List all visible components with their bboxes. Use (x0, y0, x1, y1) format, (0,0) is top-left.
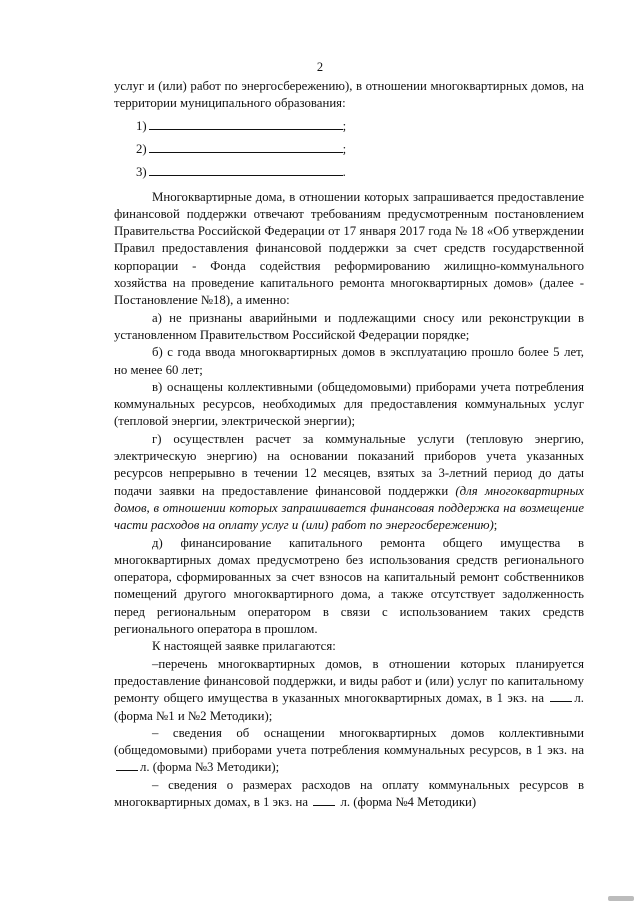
blank-line-2: 2) ; (136, 141, 347, 156)
attachment-3: – сведения о размерах расходов на оплату коммунальных ресурсов в многоквартирных домах, в 1 экз. на л. (форма №4 Методики) (114, 777, 584, 809)
fill-in-line (550, 690, 572, 702)
fill-in-line (116, 759, 138, 771)
paragraph-intro: услуг и (или) работ по энергосбережению), в отношении многоквартирных домов, на территории муниципального образования: (114, 79, 584, 111)
fill-in-line (149, 117, 343, 130)
document-body (114, 78, 584, 811)
item-g: г) осуществлен расчет за коммунальные услуги (тепловую энергию, электрическую энергию) на основании показаний приборов учета указанных ресурсов непрерывно в течении 12 месяцев, взятых за 3-летний период до даты подачи заявки на предоставление финансовой поддержки (для многоквартирных домов, в отношении которых запрашивается финансовая поддержка на возмещение части расходов на оплату услуг и (или) работ по энергосбережению); (114, 431, 584, 533)
item-c: в) оснащены коллективными (общедомовыми) приборами учета потребления коммунальных ресурсов, необходимых для предоставления коммунальных услуг (тепловой энергии, электрической энергии); (114, 379, 584, 429)
item-b: б) с года ввода многоквартирных домов в эксплуатацию прошло более 5 лет, но менее 60 лет; (114, 345, 584, 377)
fill-in-line (149, 140, 343, 153)
blank-list (114, 117, 584, 186)
attachment-1: –перечень многоквартирных домов, в отношении которых планируется предоставление финансовой поддержки, и виды работ и (или) услуг по капитальному ремонту общего имущества в указанных многоквартирных домах, в 1 экз. на л. (форма №1 и №2 Методики); (114, 656, 584, 723)
fill-in-line (313, 794, 335, 806)
item-d: д) финансирование капитального ремонта общего имущества в многоквартирных домах предусмотрено без использования средств регионального оператора, сформированных за счет взносов на капитальный ремонт собственников помещений другого многоквартирного дома, а также отсутствует задолженность перед региональным оператором в связи с использованием таких средств регионального оператора в прошлом. (114, 535, 584, 637)
fill-in-line (149, 163, 343, 176)
item-g-note: (для многоквартирных домов, в отношении которых запрашивается финансовая поддержка на возмещение части расходов на оплату услуг и (или) работ по энергосбережению) (114, 483, 584, 533)
attachment-2: – сведения об оснащении многоквартирных домов коллективными (общедомовыми) приборами учета потребления коммунальных ресурсов, в 1 экз. на л. (форма №3 Методики); (114, 725, 584, 775)
item-a: а) не признаны аварийными и подлежащими сносу или реконструкции в установленном Правительством Российской Федерации порядке; (114, 310, 584, 342)
blank-line-1: 1) ; (136, 118, 347, 133)
blank-line-3: 3) . (136, 164, 346, 179)
attachments-intro: К настоящей заявке прилагаются: (152, 639, 336, 654)
scan-edge-mark (608, 896, 634, 901)
paragraph-requirements: Многоквартирные дома, в отношении которых запрашивается предоставление финансовой поддержки отвечают требованиям предусмотренным постановлением Правительства Российской Федерации от 17 января 2017 года № 18 «Об утверждении Правил предоставления финансовой поддержки за счет средств государственной корпорации - Фонда содействия реформированию жилищно-коммунального хозяйства на проведение капитального ремонта многоквартирных домов» (далее - Постановление №18), а именно: (114, 189, 584, 308)
page-number: 2 (316, 60, 324, 74)
